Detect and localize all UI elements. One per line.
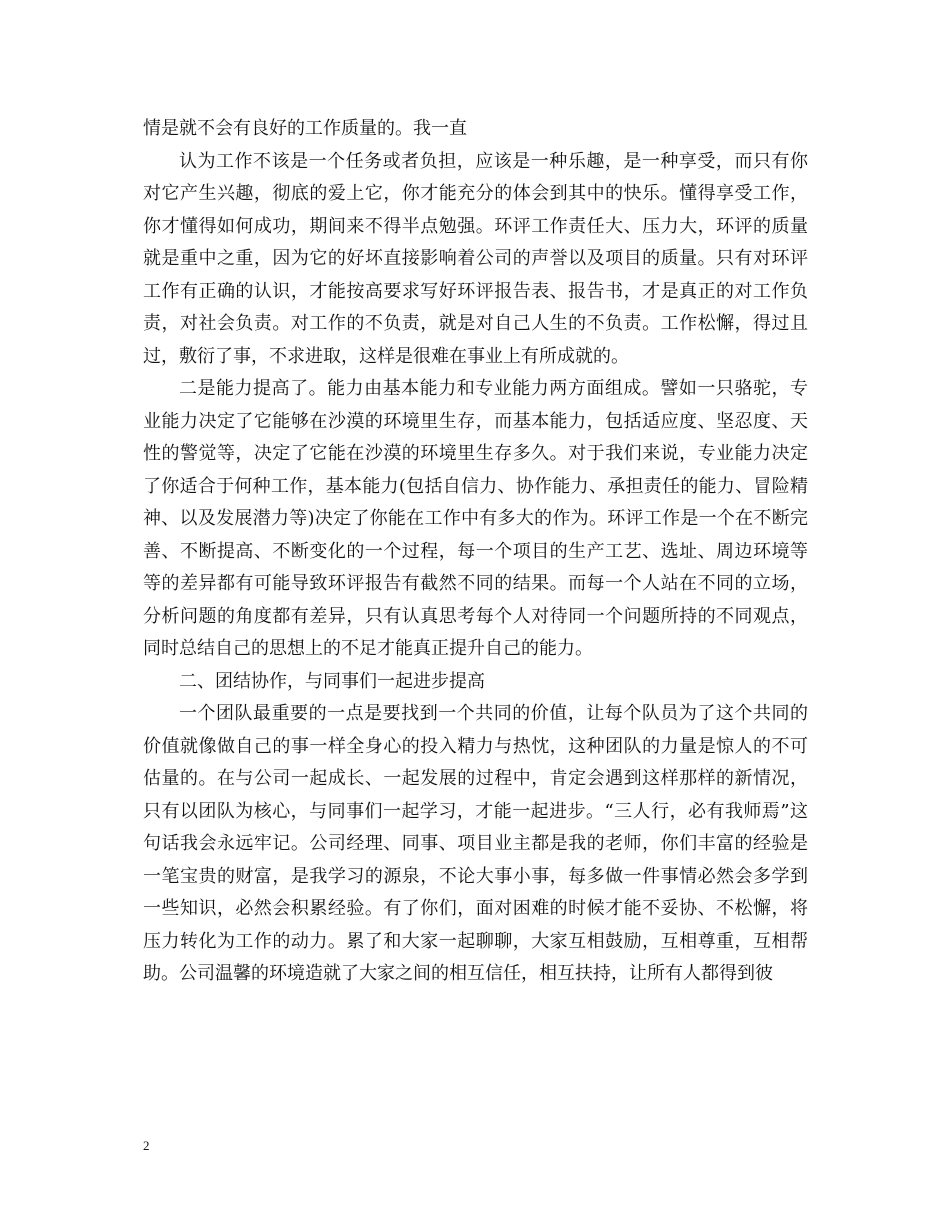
paragraph-continuation: 情是就不会有良好的工作质量的。我一直 (143, 118, 467, 139)
paragraph-work-attitude: 认为工作不该是一个任务或者负担，应该是一种乐趣，是一种享受，而只有你对它产生兴趣，彻底的爱上它，你才能充分的体会到其中的快乐。懂得享受工作，你才懂得如何成功，期间来不得半点勉强。环评工作责任大、压力大，环评的质量就是重中之重，因为它的好坏直接影响着公司的声誉以及项目的质量。只有对环评工作有正确的认识，才能按高要求写好环评报告表、报告书，才是真正的对工作负责，对社会负责。对工作的不负责，就是对自己人生的不负责。工作松懈，得过且过，敷衍了事，不求进取，这样是很难在事业上有所成就的。 (143, 150, 808, 367)
document-body (143, 113, 808, 991)
section-heading-teamwork: 二、团结协作，与同事们一起进步提高 (179, 670, 485, 692)
paragraph-ability-improvement: 二是能力提高了。能力由基本能力和专业能力两方面组成。譬如一只骆驼，专业能力决定了它能够在沙漠的环境里生存，而基本能力，包括适应度、坚忍度、天性的警觉等，决定了它能在沙漠的环境里生存多久。对于我们来说，专业能力决定了你适合于何种工作，基本能力(包括自信力、协作能力、承担责任的能力、冒险精神、以及发展潜力等)决定了你能在工作中有多大的作为。环评工作是一个在不断完善、不断提高、不断变化的一个过程，每一个项目的生产工艺、选址、周边环境等等的差异都有可能导致环评报告有截然不同的结果。而每一个人站在不同的立场，分析问题的角度都有差异，只有认真思考每个人对待同一个问题所持的不同观点，同时总结自己的思想上的不足才能真正提升自己的能力。 (143, 378, 808, 659)
paragraph-teamwork: 一个团队最重要的一点是要找到一个共同的价值，让每个队员为了这个共同的价值就像做自己的事一样全身心的投入精力与热忱，这种团队的力量是惊人的不可估量的。在与公司一起成长、一起发展的过程中，肯定会遇到这样那样的新情况，只有以团队为核心，与同事们一起学习，才能一起进步。“三人行，必有我师焉”这句话我会永远牢记。公司经理、同事、项目业主都是我的老师，你们丰富的经验是一笔宝贵的财富，是我学习的源泉，不论大事小事，每多做一件事情必然会多学到一些知识，必然会积累经验。有了你们，面对困难的时候才能不妥协、不松懈，将压力转化为工作的动力。累了和大家一起聊聊，大家互相鼓励，互相尊重，互相帮助。公司温馨的环境造就了大家之间的相互信任，相互扶持，让所有人都得到彼 (143, 703, 808, 984)
page-number: 2 (143, 1138, 150, 1153)
